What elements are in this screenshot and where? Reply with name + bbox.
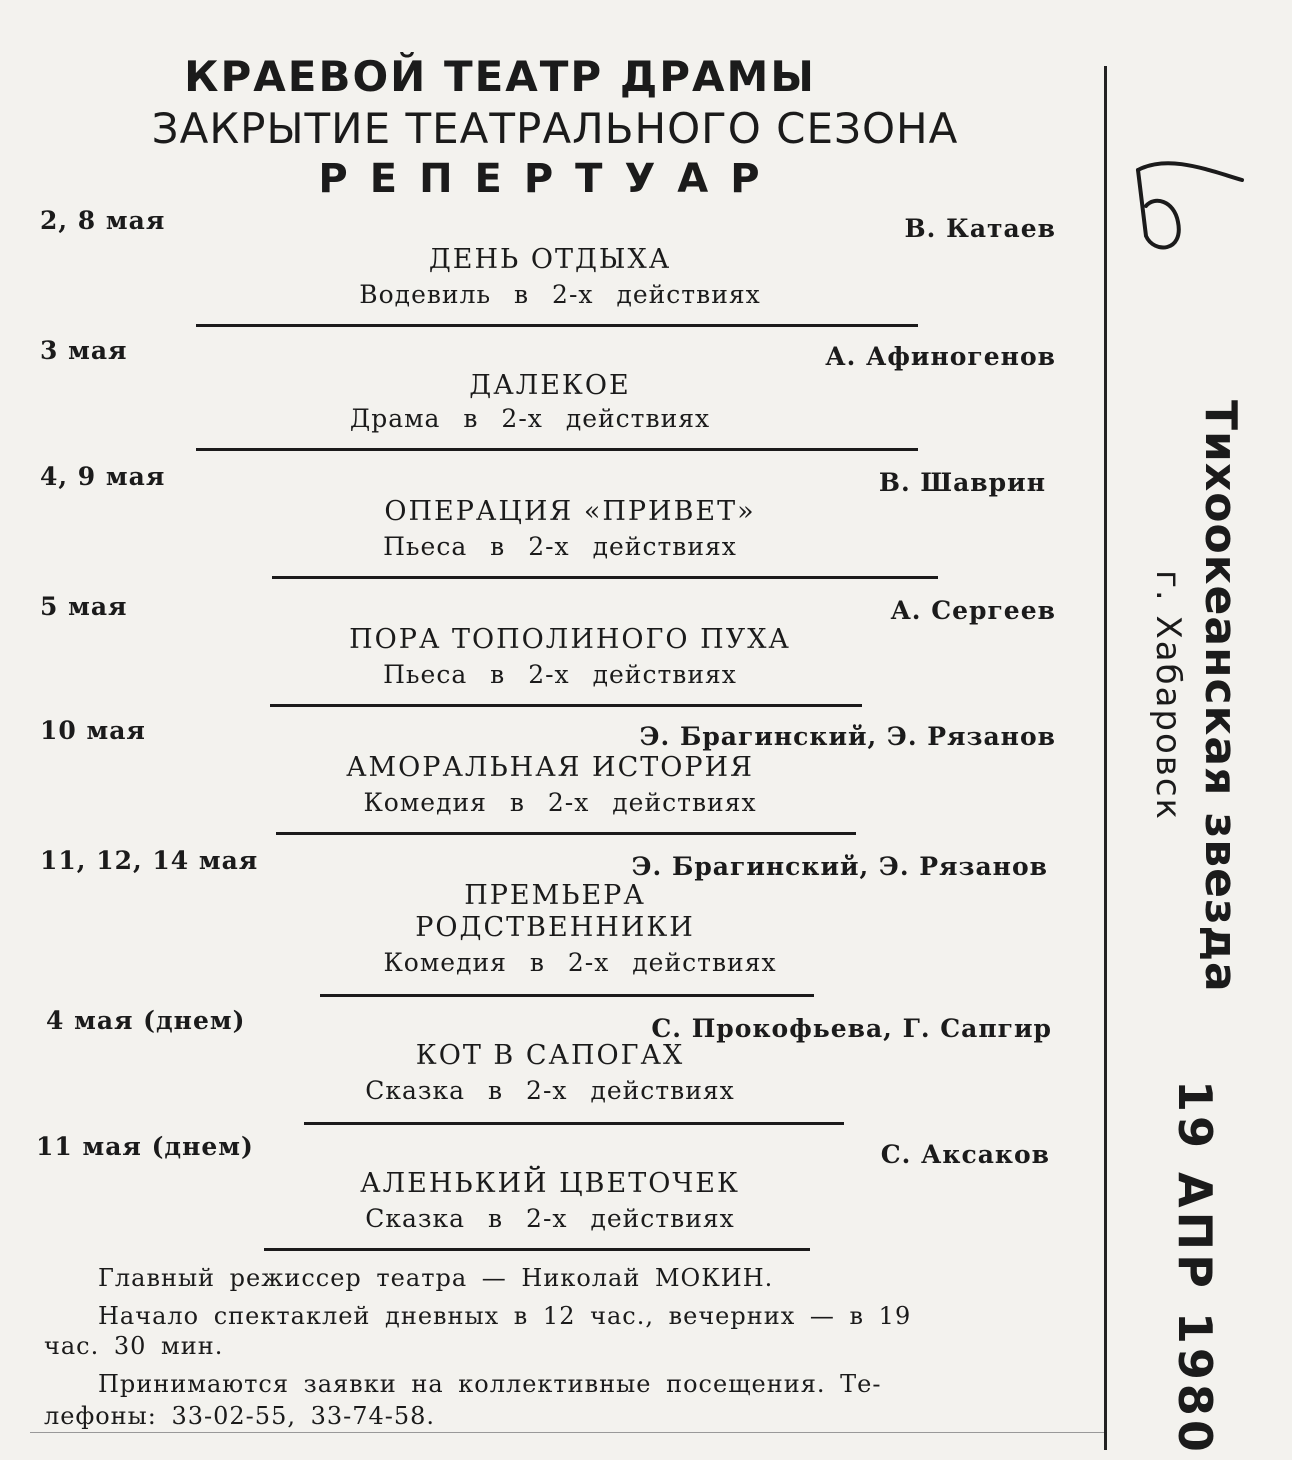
- show-title: ПОРА ТОПОЛИНОГО ПУХА: [349, 624, 791, 655]
- clipping-bottom-edge: [30, 1432, 1104, 1433]
- divider: [320, 994, 814, 997]
- divider: [304, 1122, 844, 1125]
- divider: [196, 324, 918, 327]
- show-genre: Комедия в 2-х действиях: [383, 948, 777, 977]
- show-date: 3 мая: [40, 336, 128, 365]
- theatre-name: КРАЕВОЙ ТЕАТР ДРАМЫ: [184, 52, 816, 101]
- clipping-right-edge: [1104, 66, 1107, 1450]
- show-genre: Драма в 2-х действиях: [349, 404, 711, 433]
- show-author: С. Аксаков: [880, 1140, 1050, 1169]
- show-author: С. Прокофьева, Г. Сапгир: [651, 1014, 1052, 1043]
- show-genre: Водевиль в 2-х действиях: [359, 280, 761, 309]
- show-date: 11 мая (днем): [36, 1132, 254, 1161]
- show-genre: Пьеса в 2-х действиях: [383, 532, 737, 561]
- show-date: 10 мая: [40, 716, 146, 745]
- show-author: Э. Брагинский, Э. Рязанов: [639, 722, 1056, 751]
- performance-times-line1: Начало спектаклей дневных в 12 час., вечерних — в 19: [98, 1302, 912, 1330]
- show-genre: Комедия в 2-х действиях: [363, 788, 757, 817]
- show-title: ОПЕРАЦИЯ «ПРИВЕТ»: [384, 496, 756, 527]
- show-date: 5 мая: [40, 592, 128, 621]
- show-title: ДЕНЬ ОТДЫХА: [428, 244, 672, 275]
- show-title: РОДСТВЕННИКИ: [415, 912, 695, 943]
- show-author: Э. Брагинский, Э. Рязанов: [631, 852, 1048, 881]
- show-title: АМОРАЛЬНАЯ ИСТОРИЯ: [346, 752, 754, 783]
- show-author: А. Сергеев: [890, 596, 1056, 625]
- handwritten-mark: [1118, 150, 1248, 260]
- divider: [272, 576, 938, 579]
- premiere-label: ПРЕМЬЕРА: [464, 880, 646, 911]
- divider: [264, 1248, 810, 1251]
- show-author: В. Катаев: [904, 214, 1056, 243]
- show-date: 11, 12, 14 мая: [40, 846, 259, 875]
- newspaper-stamp: Тихоокеанская звезда: [1195, 400, 1246, 993]
- date-stamp: 19 АПР 1980: [1168, 1080, 1222, 1456]
- show-date: 4, 9 мая: [40, 462, 166, 491]
- show-genre: Пьеса в 2-х действиях: [383, 660, 737, 689]
- show-title: АЛЕНЬКИЙ ЦВЕТОЧЕК: [360, 1168, 740, 1199]
- chief-director: Главный режиссер театра — Николай МОКИН.: [98, 1264, 774, 1292]
- show-genre: Сказка в 2-х действиях: [365, 1076, 735, 1105]
- divider: [270, 704, 862, 707]
- show-title: КОТ В САПОГАХ: [415, 1040, 685, 1071]
- season-closing-title: ЗАКРЫТИЕ ТЕАТРАЛЬНОГО СЕЗОНА: [151, 104, 959, 153]
- show-date: 2, 8 мая: [40, 206, 166, 235]
- city-stamp: г. Хабаровск: [1148, 570, 1188, 822]
- show-author: В. Шаврин: [878, 468, 1046, 497]
- show-author: А. Афиногенов: [825, 342, 1056, 371]
- divider: [276, 832, 856, 835]
- show-genre: Сказка в 2-х действиях: [365, 1204, 735, 1233]
- divider: [196, 448, 918, 451]
- performance-times-line2: час. 30 мин.: [44, 1332, 224, 1360]
- group-orders-line1: Принимаются заявки на коллективные посещения. Те-: [98, 1370, 882, 1398]
- show-title: ДАЛЕКОЕ: [469, 370, 631, 401]
- group-orders-line2: лефоны: 33-02-55, 33-74-58.: [44, 1402, 436, 1430]
- show-date: 4 мая (днем): [46, 1006, 246, 1035]
- repertoire-heading: РЕПЕРТУАР: [318, 156, 782, 202]
